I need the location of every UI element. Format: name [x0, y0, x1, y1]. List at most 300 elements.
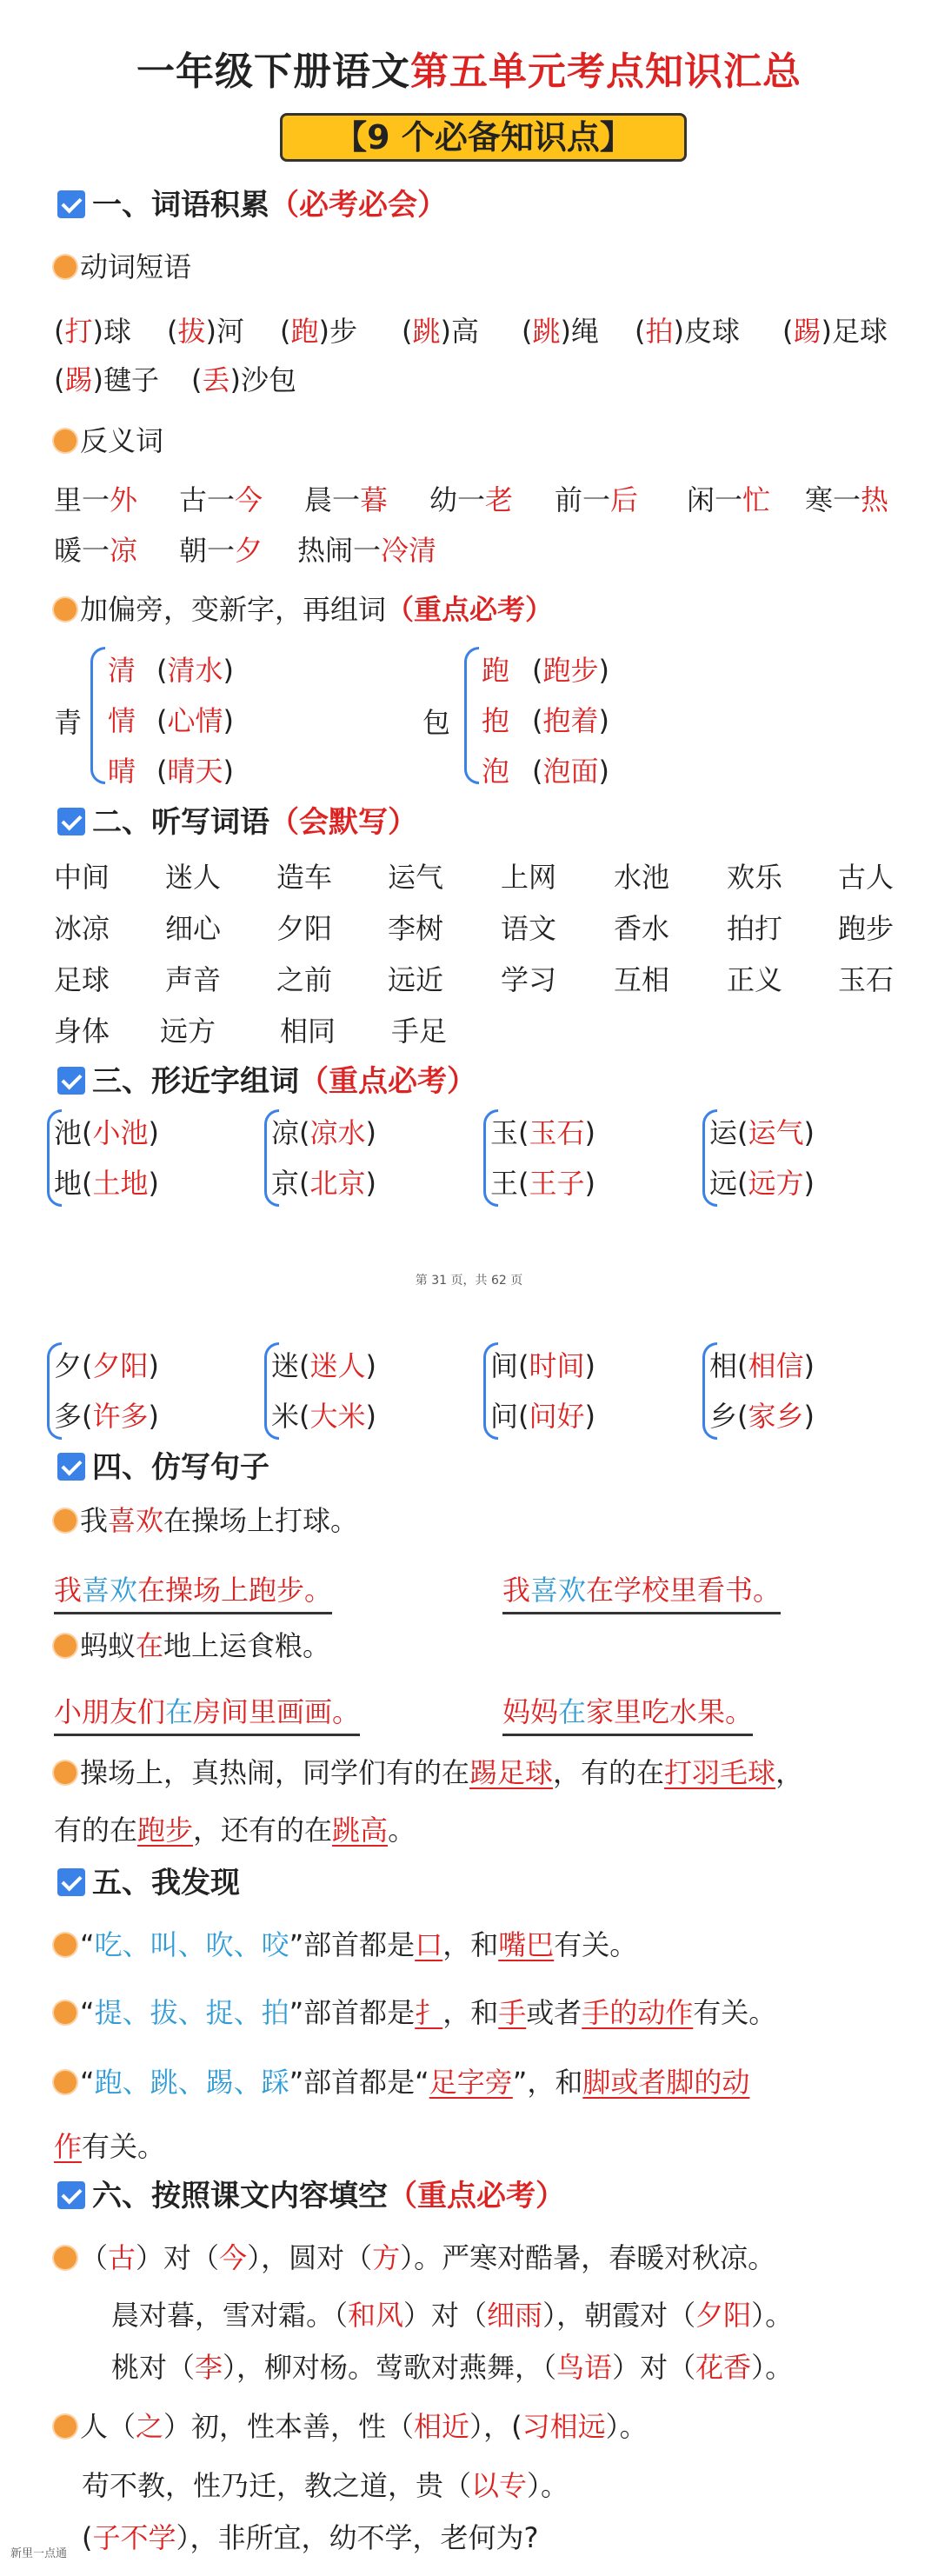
text-part: ）对（	[136, 2241, 220, 2274]
verb: 拔	[177, 315, 206, 348]
text-part: 喜欢	[108, 1504, 164, 1537]
text-part: 妈妈	[502, 1695, 559, 1728]
section-5-heading: 五、我发现	[57, 1859, 240, 1901]
dictation-word: 语文	[501, 912, 557, 945]
word: 土地	[92, 1167, 149, 1200]
text-part: 嘴巴	[498, 1928, 555, 1961]
text-part: 花香	[695, 2351, 752, 2384]
three-char-classic-line-2	[82, 2464, 569, 2504]
paren: )	[584, 1167, 595, 1200]
section-6-heading: 六、按照课文内容填空（重点必考）	[57, 2172, 565, 2214]
paren: )	[803, 1167, 815, 1200]
couplet-line-2	[111, 2293, 793, 2333]
text-part: 房间里画画。	[193, 1695, 361, 1728]
paren: (	[782, 315, 794, 348]
paren: (	[156, 704, 168, 737]
section-3-heading: 三、形近字组词（重点必考）	[57, 1057, 476, 1100]
finding-line-2	[54, 1991, 776, 2031]
text-part: 在操场上打球。	[163, 1504, 359, 1537]
word: 运气	[748, 1116, 804, 1149]
paren: (	[54, 363, 65, 396]
verb-phrase	[635, 310, 740, 349]
object: 步	[329, 315, 357, 348]
antonym-heading: 反义词	[54, 419, 163, 459]
paren: (	[280, 315, 291, 348]
paren: )	[92, 315, 103, 348]
text-part: ）初，性本善，性（	[163, 2410, 415, 2443]
verb-phrase	[522, 310, 599, 349]
text-part: 古	[108, 2241, 136, 2274]
answer-sentence-2b	[502, 1690, 753, 1736]
word: 远方	[748, 1167, 804, 1200]
char: 乡(	[709, 1400, 748, 1433]
object: 毽子	[103, 363, 159, 396]
antonym-pair	[54, 529, 137, 569]
bullet-icon	[54, 598, 77, 621]
checkbox-icon	[57, 190, 85, 218]
radical-word	[156, 749, 234, 789]
text-part: ）。严寒对酷暑，春暖对秋凉。	[400, 2241, 776, 2274]
antonym-base: 里一	[54, 483, 110, 516]
antonym-answer: 暮	[360, 483, 389, 516]
paren: (	[167, 315, 178, 348]
example-paragraph-line-2	[54, 1808, 416, 1848]
dictation-word: 互相	[614, 963, 670, 996]
char: 凉(	[271, 1116, 310, 1149]
antonym-pair	[805, 478, 888, 518]
paren: )	[584, 1349, 595, 1382]
verb-phrase	[54, 358, 159, 398]
char: 王(	[490, 1167, 529, 1200]
verb: 打	[64, 315, 93, 348]
verb: 跑	[290, 315, 319, 348]
text-part: 苟不教，性乃迁，教之道，贵（	[82, 2469, 472, 2502]
text-part: 口	[415, 1928, 443, 1961]
text-part: 子不学	[92, 2521, 176, 2554]
antonym-base: 暖一	[54, 534, 110, 567]
word: 相信	[748, 1349, 804, 1382]
similar-char-item	[271, 1395, 376, 1434]
answer-sentence-1a	[54, 1568, 332, 1614]
paren: )	[223, 654, 234, 687]
word: 迷人	[309, 1349, 366, 1382]
object: 绳	[570, 315, 599, 348]
brace-icon	[90, 647, 105, 784]
text-part: ），柳对杨。莺歌对燕舞，（	[223, 2351, 557, 2384]
verb: 踢	[64, 363, 93, 396]
paren: (	[156, 654, 168, 687]
word: 小池	[92, 1116, 149, 1149]
example-sentence-1	[54, 1499, 358, 1539]
paren: )	[584, 1400, 595, 1433]
similar-char-item	[54, 1395, 159, 1434]
verb: 踢	[793, 315, 822, 348]
text-part: 跑步	[137, 1814, 194, 1847]
similar-char-item	[490, 1111, 595, 1151]
antonym-pair	[179, 478, 263, 518]
paren: )	[598, 755, 609, 788]
verb-phrase	[280, 310, 357, 349]
bullet-icon	[54, 1634, 77, 1657]
radical-word	[532, 649, 609, 689]
word: 凉水	[309, 1116, 366, 1149]
verb-phrase	[167, 310, 244, 349]
paren: )	[230, 363, 241, 396]
verb: 跳	[532, 315, 561, 348]
bullet-icon	[54, 1761, 77, 1784]
char: 地(	[54, 1167, 93, 1200]
antonym-answer: 热	[861, 483, 889, 516]
similar-char-item	[271, 1344, 376, 1384]
paren: )	[205, 315, 216, 348]
text-part: ）。	[527, 2469, 569, 2502]
page-title: 一年级下册语文第五单元考点知识汇总	[136, 50, 802, 94]
paren: )	[365, 1400, 376, 1433]
word: 心情	[167, 704, 223, 737]
radical-word	[156, 699, 234, 739]
dictation-word: 细心	[165, 912, 222, 945]
couplet-line-3	[111, 2346, 793, 2386]
text-part: 今	[219, 2241, 248, 2274]
word: 清水	[167, 654, 223, 687]
checkbox-icon	[57, 2181, 85, 2209]
finding-line-3-cont	[54, 2125, 165, 2165]
text-part: ）对（	[612, 2351, 696, 2384]
word: 玉石	[529, 1116, 585, 1149]
paren: (	[532, 755, 543, 788]
paren: )	[92, 363, 103, 396]
paren: )	[365, 1167, 376, 1200]
paren: )	[560, 315, 571, 348]
text-part: ，还有的在	[193, 1814, 333, 1847]
dictation-word: 香水	[614, 912, 670, 945]
text-part: 在	[136, 1629, 164, 1662]
similar-char-item	[709, 1162, 815, 1201]
similar-char-item	[709, 1395, 815, 1434]
text-part: 在操场上跑步。	[137, 1574, 333, 1607]
paren: (	[191, 363, 203, 396]
object: 河	[216, 315, 244, 348]
dictation-word: 手足	[391, 1015, 448, 1048]
antonym-answer: 凉	[110, 534, 138, 567]
antonym-pair	[687, 478, 770, 518]
antonym-base: 古一	[179, 483, 236, 516]
antonym-pair	[429, 478, 513, 518]
word: 晴天	[167, 755, 223, 788]
similar-char-item	[709, 1111, 815, 1151]
verb: 跳	[412, 315, 441, 348]
text-part: 有的在	[54, 1814, 138, 1847]
antonym-pair	[304, 478, 388, 518]
verb-phrase	[402, 310, 479, 349]
text-part: 在	[558, 1695, 587, 1728]
bullet-icon	[54, 429, 77, 452]
text-part: ）。	[751, 2299, 794, 2332]
text-part: ），非所宜，幼不学，老何为?	[176, 2521, 539, 2554]
object: 足球	[831, 315, 888, 348]
word: 夕阳	[92, 1349, 149, 1382]
word: 问好	[529, 1400, 585, 1433]
text-part: （	[80, 2241, 109, 2274]
paren: )	[223, 704, 234, 737]
paren: )	[598, 704, 609, 737]
dictation-word: 拍打	[727, 912, 783, 945]
antonym-answer: 后	[610, 483, 639, 516]
text-part: ”，和	[512, 2066, 583, 2099]
text-part: 人（	[80, 2410, 136, 2443]
text-part: 蚂蚁	[80, 1629, 136, 1662]
radical-char: 泡	[482, 755, 510, 788]
radical-root: 包	[422, 706, 451, 739]
char: 多(	[54, 1400, 93, 1433]
antonym-pair	[297, 529, 436, 569]
dictation-word: 足球	[54, 963, 110, 996]
bullet-icon	[54, 2415, 77, 2438]
text-part: ”部首都是	[289, 1996, 416, 2029]
checkbox-icon	[57, 808, 85, 835]
paren: )	[803, 1400, 815, 1433]
word: 跑步	[542, 654, 599, 687]
similar-char-item	[271, 1111, 376, 1151]
text-part: 之	[136, 2410, 164, 2443]
text-part: ），朝霞对（	[542, 2299, 696, 2332]
antonym-answer: 冷清	[381, 534, 437, 567]
text-part: 方	[372, 2241, 401, 2274]
similar-char-item	[490, 1344, 595, 1384]
text-part: ，有的在	[553, 1756, 665, 1789]
similar-char-item	[54, 1111, 159, 1151]
three-char-classic-line-1	[54, 2405, 648, 2445]
object: 高	[450, 315, 479, 348]
checkbox-icon	[57, 1453, 85, 1481]
char: 玉(	[490, 1116, 529, 1149]
char: 迷(	[271, 1349, 310, 1382]
char: 远(	[709, 1167, 748, 1200]
similar-char-item	[490, 1395, 595, 1434]
dictation-word: 造车	[276, 861, 333, 894]
text-part: 我	[54, 1574, 83, 1607]
word: 王子	[529, 1167, 585, 1200]
answer-sentence-2a	[54, 1690, 360, 1736]
dictation-word: 学习	[501, 963, 557, 996]
verb-phrase	[782, 310, 888, 349]
finding-line-3	[54, 2060, 749, 2100]
word: 北京	[309, 1167, 366, 1200]
paren: )	[821, 315, 832, 348]
object: 皮球	[683, 315, 740, 348]
text-part: 习相远	[522, 2410, 606, 2443]
word: 大米	[309, 1400, 366, 1433]
antonym-base: 前一	[555, 483, 611, 516]
dictation-word: 李树	[388, 912, 444, 945]
text-part: 打羽毛球	[664, 1756, 776, 1789]
text-part: 足字旁	[429, 2066, 513, 2099]
dictation-word: 古人	[838, 861, 895, 894]
radical-word	[156, 649, 234, 689]
text-part: 以专	[471, 2469, 528, 2502]
antonym-answer: 忙	[742, 483, 771, 516]
text-part: ，和	[442, 1996, 499, 2029]
text-part: 细雨	[487, 2299, 543, 2332]
text-part: 我	[80, 1504, 109, 1537]
antonym-base: 寒一	[805, 483, 861, 516]
example-paragraph-line-1	[54, 1751, 803, 1791]
text-part: 李	[195, 2351, 223, 2384]
paren: )	[365, 1349, 376, 1382]
text-part: 桃对（	[111, 2351, 196, 2384]
dictation-word: 水池	[614, 861, 670, 894]
antonym-answer: 夕	[235, 534, 263, 567]
dictation-word: 欢乐	[727, 861, 783, 894]
text-part: 家里吃水果。	[586, 1695, 754, 1728]
bullet-icon	[54, 256, 77, 278]
word: 家乡	[748, 1400, 804, 1433]
paren: )	[148, 1116, 159, 1149]
radical-char: 情	[108, 704, 136, 737]
bullet-icon	[54, 1509, 77, 1532]
similar-char-item	[54, 1344, 159, 1384]
antonym-answer: 外	[110, 483, 138, 516]
object: 球	[103, 315, 131, 348]
text-part: 提、拔、捉、拍	[94, 1996, 289, 2029]
dictation-word: 身体	[54, 1015, 110, 1048]
title-badge: 【9 个必备知识点】	[280, 113, 687, 162]
similar-char-item	[271, 1162, 376, 1201]
paren: )	[318, 315, 329, 348]
paren: )	[148, 1400, 159, 1433]
finding-line-1	[54, 1923, 637, 1963]
char: 京(	[271, 1167, 310, 1200]
text-part: 和风	[348, 2299, 404, 2332]
antonym-answer: 今	[235, 483, 263, 516]
example-sentence-2	[54, 1624, 330, 1664]
radical-word	[532, 749, 609, 789]
text-part: 喜欢	[530, 1574, 587, 1607]
text-part: 有关。	[554, 1928, 638, 1961]
paren: )	[584, 1116, 595, 1149]
verb-phrase	[54, 310, 131, 349]
char: 米(	[271, 1400, 310, 1433]
text-part: ），(	[469, 2410, 522, 2443]
paren: (	[635, 315, 646, 348]
text-part: 有关。	[82, 2130, 166, 2163]
antonym-base: 闲一	[687, 483, 743, 516]
text-part: 小朋友们	[54, 1695, 166, 1728]
antonym-base: 热闹一	[297, 534, 382, 567]
paren: (	[532, 654, 543, 687]
text-part: ）。	[605, 2410, 648, 2443]
text-part: 手	[498, 1996, 527, 2029]
text-part: ），圆对（	[247, 2241, 373, 2274]
dictation-word: 中间	[54, 861, 110, 894]
section-1-heading: 一、词语积累（必考必会）	[57, 181, 447, 223]
section-4-heading: 四、仿写句子	[57, 1443, 269, 1486]
brace-icon	[464, 647, 479, 784]
antonym-pair	[179, 529, 263, 569]
text-part: ”部首都是	[289, 1928, 416, 1961]
section-2-heading: 二、听写词语（会默写）	[57, 798, 417, 841]
text-part: 喜欢	[82, 1574, 138, 1607]
char: 问(	[490, 1400, 529, 1433]
text-part: ）对（	[403, 2299, 488, 2332]
text-part: ”部首都是“	[289, 2066, 429, 2099]
dictation-word: 远近	[388, 963, 444, 996]
radical-word	[532, 699, 609, 739]
char: 间(	[490, 1349, 529, 1382]
dictation-word: 远方	[160, 1015, 216, 1048]
paren: (	[54, 315, 65, 348]
text-part: (	[82, 2521, 93, 2554]
dictation-word: 夕阳	[276, 912, 333, 945]
couplet-line-1	[54, 2236, 775, 2276]
similar-char-item	[54, 1162, 159, 1201]
antonym-answer: 老	[485, 483, 514, 516]
text-part: 在	[165, 1695, 194, 1728]
similar-char-item	[709, 1344, 815, 1384]
radical-char: 晴	[108, 755, 136, 788]
antonym-base: 晨一	[304, 483, 361, 516]
paren: )	[223, 755, 234, 788]
paren: (	[522, 315, 533, 348]
radical-char: 清	[108, 654, 136, 687]
text-part: ，	[775, 1756, 804, 1789]
answer-sentence-1b	[502, 1568, 781, 1614]
dictation-word: 上网	[501, 861, 557, 894]
checkbox-icon	[57, 1868, 85, 1896]
dictation-word: 运气	[388, 861, 444, 894]
paren: (	[402, 315, 413, 348]
paren: )	[148, 1167, 159, 1200]
radical-heading: 加偏旁，变新字，再组词（重点必考）	[54, 588, 553, 628]
text-part: 在学校里看书。	[586, 1574, 782, 1607]
text-part: 脚或者脚的动	[582, 2066, 750, 2099]
text-part: ，和	[442, 1928, 499, 1961]
bullet-icon	[54, 1934, 77, 1956]
text-part: 跳高	[332, 1814, 389, 1847]
dictation-word: 之前	[276, 963, 333, 996]
text-part: 或者	[526, 1996, 582, 2029]
dictation-word: 正义	[727, 963, 783, 996]
text-part: “	[80, 1996, 95, 2029]
paren: (	[156, 755, 168, 788]
text-part: 我	[502, 1574, 531, 1607]
text-part: 。	[388, 1814, 416, 1847]
text-part: 手的动作	[582, 1996, 694, 2029]
text-part: 吃、叫、吹、咬	[94, 1928, 289, 1961]
paren: )	[440, 315, 451, 348]
paren: )	[598, 654, 609, 687]
paren: )	[803, 1116, 815, 1149]
antonym-pair	[54, 478, 137, 518]
paren: (	[532, 704, 543, 737]
dictation-word: 玉石	[838, 963, 895, 996]
paren: )	[365, 1116, 376, 1149]
text-part: 有关。	[693, 1996, 777, 2029]
text-part: 地上运食粮。	[163, 1629, 331, 1662]
bullet-icon	[54, 2247, 77, 2269]
text-part: 晨对暮，雪对霜。（	[111, 2299, 349, 2332]
antonym-pair	[555, 478, 638, 518]
paren: )	[148, 1349, 159, 1382]
text-part: ）。	[751, 2351, 794, 2384]
dictation-word: 相同	[280, 1015, 336, 1048]
char: 运(	[709, 1116, 748, 1149]
bullet-icon	[54, 2071, 77, 2093]
object: 沙包	[240, 363, 296, 396]
char: 相(	[709, 1349, 748, 1382]
text-part: 操场上，真热闹，同学们有的在	[80, 1756, 470, 1789]
word: 泡面	[542, 755, 599, 788]
